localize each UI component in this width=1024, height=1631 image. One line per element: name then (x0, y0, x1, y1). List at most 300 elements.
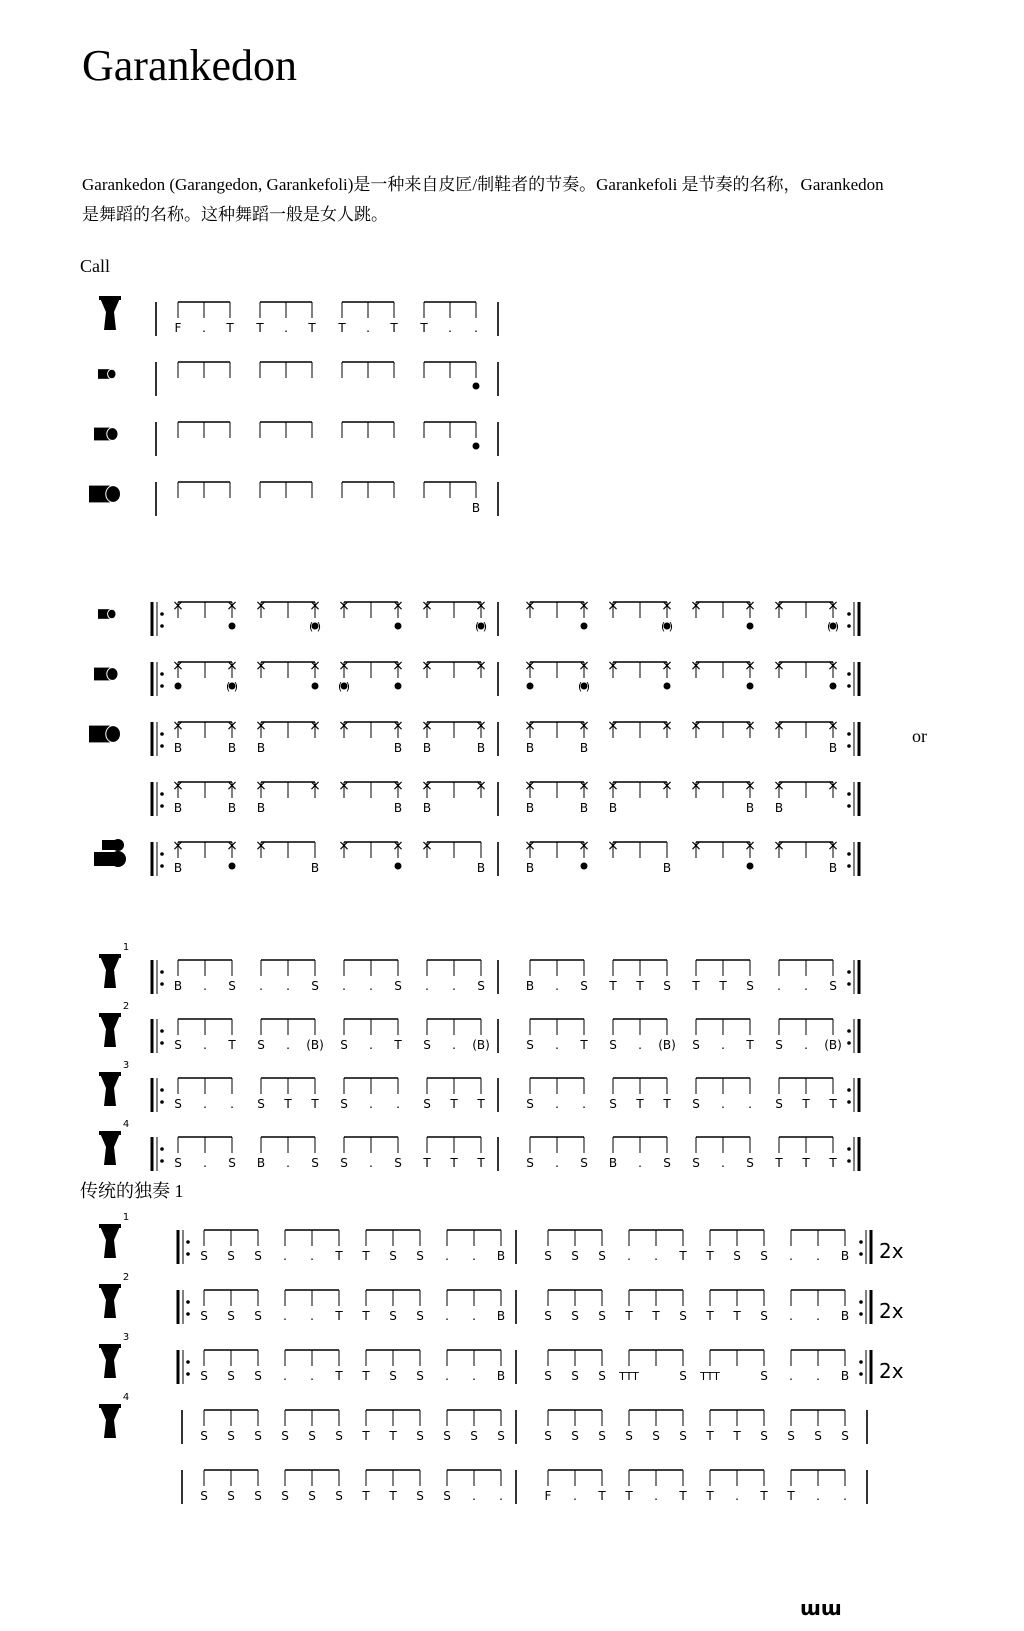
repeat-dot (859, 1372, 863, 1376)
open-stroke (747, 623, 754, 630)
note-glyph: S (335, 1489, 343, 1503)
bell-stroke: × (744, 838, 756, 854)
bell-stroke: × (773, 658, 785, 674)
repeat-dot (160, 1147, 164, 1151)
note-glyph: T (679, 1489, 687, 1503)
bell-stroke: × (475, 658, 487, 674)
bell-stroke: × (578, 658, 590, 674)
bell-stroke: × (661, 718, 673, 734)
note-glyph: B (227, 741, 237, 755)
note-glyph: S (814, 1429, 822, 1443)
bell-stroke: × (226, 778, 238, 794)
note-glyph: . (369, 979, 373, 993)
bell-stroke: × (578, 778, 590, 794)
note-glyph: S (308, 1429, 316, 1443)
djembe-icon (99, 1224, 121, 1258)
repeat-dot (847, 1088, 851, 1092)
note-glyph: S (389, 1249, 397, 1263)
bell-stroke: × (690, 598, 702, 614)
bell-stroke: × (226, 598, 238, 614)
note-glyph: S (760, 1369, 768, 1383)
note-glyph: . (721, 1038, 725, 1052)
note-glyph: S (580, 979, 588, 993)
bell-stroke: × (690, 658, 702, 674)
note-glyph: S (526, 1097, 534, 1111)
bell-stroke: × (226, 838, 238, 854)
note-glyph: S (679, 1369, 687, 1383)
note-glyph: T (362, 1309, 370, 1323)
note-glyph: F (544, 1489, 552, 1503)
repeat-dot (847, 982, 851, 986)
bell-stroke: × (524, 778, 536, 794)
bell-stroke: × (338, 598, 350, 614)
bell-stroke: × (172, 718, 184, 734)
note-glyph: . (804, 1038, 808, 1052)
note-glyph: S (281, 1489, 289, 1503)
note-glyph: S (571, 1429, 579, 1443)
note-glyph: S (340, 1156, 348, 1170)
note-glyph: B (828, 861, 838, 875)
note-glyph: . (789, 1369, 793, 1383)
repeat-count: 2x (879, 1359, 904, 1383)
note-glyph: T (477, 1156, 485, 1170)
bell-stroke: × (744, 778, 756, 794)
bell-stroke: × (524, 838, 536, 854)
paren-glyph: ( ) (474, 620, 488, 633)
note-glyph: B (525, 801, 535, 815)
note-glyph: B (476, 861, 486, 875)
note-glyph: T (625, 1489, 633, 1503)
note-glyph: . (286, 1038, 290, 1052)
repeat-dot (847, 804, 851, 808)
open-stroke (229, 623, 236, 630)
note-glyph: T (829, 1156, 837, 1170)
note-glyph: B (840, 1369, 850, 1383)
note-glyph: S (311, 1156, 319, 1170)
bell-stroke: × (827, 838, 839, 854)
open-stroke (395, 863, 402, 870)
note-glyph: . (259, 979, 263, 993)
repeat-dot (160, 1041, 164, 1045)
repeat-dot (859, 1312, 863, 1316)
repeat-dot (160, 982, 164, 986)
djembe-icon (99, 954, 121, 988)
bell-stroke: × (827, 598, 839, 614)
note-glyph: . (445, 1309, 449, 1323)
note-glyph: . (627, 1249, 631, 1263)
note-glyph: . (816, 1489, 820, 1503)
bell-stroke: × (607, 718, 619, 734)
note-glyph: . (203, 1156, 207, 1170)
open-stroke (581, 623, 588, 630)
note-glyph: B (662, 861, 672, 875)
note-glyph: S (200, 1249, 208, 1263)
note-glyph: T (625, 1309, 633, 1323)
open-stroke (664, 683, 671, 690)
note-glyph: . (804, 979, 808, 993)
note-glyph: . (396, 1097, 400, 1111)
note-glyph: S (544, 1369, 552, 1383)
note-glyph: B (608, 801, 618, 815)
bell-stroke: × (578, 838, 590, 854)
note-glyph: T (450, 1097, 458, 1111)
repeat-dot (160, 864, 164, 868)
note-glyph: S (257, 1097, 265, 1111)
triplet-glyph: TTT (700, 1370, 720, 1383)
note-glyph: T (335, 1249, 343, 1263)
note-glyph: T (338, 321, 346, 335)
note-glyph: S (174, 1156, 182, 1170)
note-glyph: S (228, 1156, 236, 1170)
note-glyph: S (775, 1097, 783, 1111)
note-glyph: S (254, 1369, 262, 1383)
note-glyph: S (416, 1249, 424, 1263)
note-glyph: S (200, 1429, 208, 1443)
note-glyph: S (526, 1156, 534, 1170)
open-stroke (175, 683, 182, 690)
paren-glyph: ( ) (337, 680, 351, 693)
note-glyph: S (470, 1429, 478, 1443)
repeat-dot (847, 864, 851, 868)
repeat-dot (160, 804, 164, 808)
repeat-dot (160, 732, 164, 736)
bell-stroke: × (338, 718, 350, 734)
note-glyph: . (573, 1489, 577, 1503)
repeat-count: 2x (879, 1239, 904, 1263)
note-glyph: T (802, 1097, 810, 1111)
open-stroke (229, 863, 236, 870)
note-glyph: S (692, 1038, 700, 1052)
note-glyph: . (721, 1156, 725, 1170)
bell-stroke: × (661, 658, 673, 674)
note-glyph: . (203, 1097, 207, 1111)
note-glyph: S (227, 1249, 235, 1263)
repeat-dot (847, 672, 851, 676)
bell-stroke: × (475, 598, 487, 614)
note-glyph: . (445, 1249, 449, 1263)
note-glyph: . (816, 1369, 820, 1383)
note-glyph: S (308, 1489, 316, 1503)
note-glyph: S (580, 1156, 588, 1170)
bell-stroke: × (309, 718, 321, 734)
note-glyph: T (335, 1369, 343, 1383)
note-glyph: . (310, 1249, 314, 1263)
note-glyph: T (829, 1097, 837, 1111)
dundunba-icon (89, 726, 121, 743)
paren-glyph: ( ) (826, 620, 840, 633)
note-glyph: B (840, 1249, 850, 1263)
note-glyph: S (544, 1309, 552, 1323)
bell-stroke: × (338, 778, 350, 794)
bell-stroke: × (255, 718, 267, 734)
note-glyph: T (362, 1369, 370, 1383)
bell-stroke: × (172, 838, 184, 854)
bell-stroke: × (827, 718, 839, 734)
note-glyph: . (638, 1038, 642, 1052)
repeat-dot (847, 1029, 851, 1033)
note-glyph: S (227, 1429, 235, 1443)
note-glyph: S (598, 1429, 606, 1443)
note-glyph: . (472, 1369, 476, 1383)
note-glyph: . (448, 321, 452, 335)
note-glyph: S (254, 1429, 262, 1443)
note-glyph: T (692, 979, 700, 993)
row-number: 4 (122, 1392, 130, 1403)
bell-stroke: × (309, 598, 321, 614)
note-glyph: S (227, 1309, 235, 1323)
note-glyph: S (679, 1309, 687, 1323)
note-glyph: . (284, 321, 288, 335)
note-glyph: T (256, 321, 264, 335)
note-glyph: . (499, 1489, 503, 1503)
note-glyph: S (652, 1429, 660, 1443)
repeat-dot (859, 1360, 863, 1364)
note-glyph: T (733, 1309, 741, 1323)
bell-stroke: × (392, 838, 404, 854)
bell-stroke: × (309, 778, 321, 794)
triplet-glyph: TTT (619, 1370, 639, 1383)
repeat-dot (160, 684, 164, 688)
page-title: Garankedon (82, 41, 298, 90)
note-glyph: S (416, 1309, 424, 1323)
note-glyph: . (555, 1156, 559, 1170)
repeat-dot (859, 1252, 863, 1256)
note-glyph: B (256, 1156, 266, 1170)
open-stroke (473, 383, 480, 390)
bell-stroke: × (255, 598, 267, 614)
note-glyph: T (362, 1249, 370, 1263)
bell-stroke: × (661, 598, 673, 614)
bell-stroke: × (661, 778, 673, 794)
repeat-dot (160, 852, 164, 856)
open-stroke (747, 683, 754, 690)
note-glyph: S (423, 1097, 431, 1111)
note-glyph: . (555, 979, 559, 993)
note-glyph: T (477, 1097, 485, 1111)
intro-paragraph: Garankedon (Garangedon, Garankefoli)是一种来自皮匠/制鞋者的节奏。Garankefoli 是节奏的名称，Garankedon 是舞蹈的名称。这种舞蹈一般是女人跳。 (82, 175, 884, 224)
note-glyph: B (471, 501, 481, 515)
note-glyph: T (390, 321, 398, 335)
note-glyph: . (342, 979, 346, 993)
note-glyph: T (580, 1038, 588, 1052)
note-glyph: . (816, 1249, 820, 1263)
note-glyph: . (789, 1309, 793, 1323)
open-stroke (395, 623, 402, 630)
note-glyph: S (760, 1309, 768, 1323)
note-glyph: S (443, 1489, 451, 1503)
note-glyph: S (227, 1489, 235, 1503)
repeat-dot (160, 624, 164, 628)
note-glyph: . (283, 1309, 287, 1323)
note-glyph: S (477, 979, 485, 993)
bell-stroke: × (773, 598, 785, 614)
note-glyph: S (760, 1429, 768, 1443)
note-glyph: S (571, 1369, 579, 1383)
note-glyph: S (692, 1156, 700, 1170)
repeat-dot (859, 1300, 863, 1304)
bell-stroke: × (255, 658, 267, 674)
note-glyph: B (256, 741, 266, 755)
note-glyph: . (777, 979, 781, 993)
note-glyph: . (366, 321, 370, 335)
note-glyph: T (362, 1429, 370, 1443)
note-glyph: S (340, 1038, 348, 1052)
note-glyph: (B) (472, 1038, 490, 1052)
row-number: 2 (122, 1001, 130, 1012)
repeat-dot (847, 624, 851, 628)
bell-stroke: × (338, 838, 350, 854)
bell-stroke: × (475, 778, 487, 794)
note-glyph: (B) (824, 1038, 842, 1052)
note-glyph: S (609, 1097, 617, 1111)
note-glyph: T (609, 979, 617, 993)
note-glyph: S (389, 1309, 397, 1323)
note-glyph: S (609, 1038, 617, 1052)
note-glyph: . (843, 1489, 847, 1503)
bell-stroke: × (744, 718, 756, 734)
note-glyph: . (369, 1038, 373, 1052)
note-glyph: T (787, 1489, 795, 1503)
note-glyph: S (692, 1097, 700, 1111)
paren-glyph: ( ) (308, 620, 322, 633)
note-glyph: T (663, 1097, 671, 1111)
note-glyph: B (579, 801, 589, 815)
note-glyph: . (310, 1369, 314, 1383)
note-glyph: S (254, 1489, 262, 1503)
sangban-icon (94, 428, 118, 441)
note-glyph: . (638, 1156, 642, 1170)
note-glyph: T (228, 1038, 236, 1052)
repeat-dot (160, 1159, 164, 1163)
note-glyph: B (173, 861, 183, 875)
note-glyph: B (310, 861, 320, 875)
repeat-dot (186, 1312, 190, 1316)
note-glyph: S (200, 1369, 208, 1383)
bell-stroke: × (578, 598, 590, 614)
note-glyph: . (555, 1038, 559, 1052)
note-glyph: S (254, 1309, 262, 1323)
note-glyph: B (422, 741, 432, 755)
note-glyph: S (663, 979, 671, 993)
note-glyph: . (654, 1489, 658, 1503)
note-glyph: . (721, 1097, 725, 1111)
note-glyph: B (393, 801, 403, 815)
bell-stroke: × (773, 718, 785, 734)
repeat-dot (186, 1240, 190, 1244)
djembe-icon (99, 1404, 121, 1438)
note-glyph: B (173, 741, 183, 755)
note-glyph: . (472, 1309, 476, 1323)
note-glyph: . (425, 979, 429, 993)
bell-stroke: × (524, 658, 536, 674)
repeat-dot (847, 684, 851, 688)
note-glyph: S (746, 1156, 754, 1170)
bell-stroke: × (255, 778, 267, 794)
note-glyph: S (174, 1038, 182, 1052)
note-glyph: S (841, 1429, 849, 1443)
note-glyph: . (748, 1097, 752, 1111)
bell-stroke: × (607, 658, 619, 674)
note-glyph: . (816, 1309, 820, 1323)
note-glyph: T (733, 1429, 741, 1443)
note-glyph: . (310, 1309, 314, 1323)
note-glyph: S (598, 1369, 606, 1383)
repeat-dot (160, 792, 164, 796)
bell-stroke: × (392, 658, 404, 674)
note-glyph: B (422, 801, 432, 815)
note-glyph: S (775, 1038, 783, 1052)
note-glyph: S (254, 1249, 262, 1263)
repeat-dot (160, 1029, 164, 1033)
note-glyph: T (760, 1489, 768, 1503)
djembe-icon (99, 1131, 121, 1165)
repeat-dot (186, 1372, 190, 1376)
note-glyph: . (369, 1097, 373, 1111)
note-glyph: . (286, 1156, 290, 1170)
note-glyph: T (311, 1097, 319, 1111)
note-glyph: B (525, 741, 535, 755)
djembe-icon (99, 1344, 121, 1378)
row-number: 1 (122, 942, 130, 953)
paren-glyph: ( ) (225, 680, 239, 693)
note-glyph: S (625, 1429, 633, 1443)
note-glyph: S (335, 1429, 343, 1443)
note-glyph: S (829, 979, 837, 993)
note-glyph: S (497, 1429, 505, 1443)
note-glyph: T (706, 1249, 714, 1263)
row-number: 1 (122, 1212, 130, 1223)
note-glyph: T (802, 1156, 810, 1170)
note-glyph: . (203, 979, 207, 993)
open-stroke (527, 683, 534, 690)
note-glyph: S (423, 1038, 431, 1052)
note-glyph: T (423, 1156, 431, 1170)
note-glyph: T (308, 321, 316, 335)
djembe-icon (99, 296, 121, 330)
note-glyph: B (745, 801, 755, 815)
note-glyph: S (544, 1249, 552, 1263)
bell-stroke: × (607, 598, 619, 614)
kenkeni-icon (98, 369, 116, 379)
note-glyph: B (525, 861, 535, 875)
note-glyph: S (571, 1309, 579, 1323)
note-glyph: . (369, 1156, 373, 1170)
bell-stroke: × (421, 718, 433, 734)
note-glyph: T (362, 1489, 370, 1503)
note-glyph: S (416, 1369, 424, 1383)
repeat-count: 2x (879, 1299, 904, 1323)
note-glyph: T (719, 979, 727, 993)
note-glyph: B (476, 741, 486, 755)
bell-stroke: × (524, 598, 536, 614)
note-glyph: B (227, 801, 237, 815)
bell-stroke: × (690, 778, 702, 794)
bell-stroke: × (773, 778, 785, 794)
note-glyph: B (173, 979, 183, 993)
bell-stroke: × (309, 658, 321, 674)
dundun-set-icon (94, 839, 126, 867)
bell-stroke: × (773, 838, 785, 854)
sangban-icon (94, 668, 118, 681)
note-glyph: S (228, 979, 236, 993)
repeat-dot (847, 744, 851, 748)
note-glyph: . (286, 979, 290, 993)
note-glyph: B (608, 1156, 618, 1170)
note-glyph: . (452, 979, 456, 993)
note-glyph: T (636, 1097, 644, 1111)
repeat-dot (186, 1252, 190, 1256)
note-glyph: S (787, 1429, 795, 1443)
